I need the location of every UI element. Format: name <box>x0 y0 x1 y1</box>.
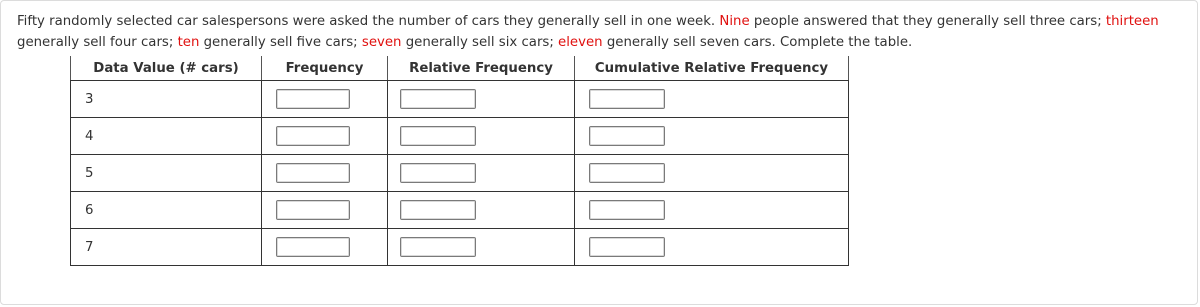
relative-frequency-input[interactable] <box>400 89 476 109</box>
problem-text-part-5: generally sell six cars; <box>401 35 559 50</box>
data-value-cell: 3 <box>71 81 262 118</box>
problem-text-part-1: Fifty randomly selected car salespersons were asked the number of cars they generally sell in one week. <box>17 14 720 29</box>
table-header-row <box>71 56 849 81</box>
table-row <box>71 192 849 229</box>
problem-text-part-4: generally sell five cars; <box>199 35 362 50</box>
number-ten: ten <box>177 35 200 50</box>
header-relative-frequency: Relative Frequency <box>388 56 575 81</box>
relative-frequency-input[interactable] <box>400 126 476 146</box>
problem-text-part-2: people answered that they generally sell three cars; <box>749 14 1106 29</box>
header-frequency: Frequency <box>262 56 388 81</box>
problem-text-part-6: generally sell seven cars. Complete the table. <box>602 35 913 50</box>
table-row <box>71 155 849 192</box>
frequency-input[interactable] <box>276 200 350 220</box>
number-seven: seven <box>361 35 402 50</box>
cumulative-relative-frequency-input[interactable] <box>589 163 665 183</box>
number-thirteen: thirteen <box>1105 14 1159 29</box>
table-row <box>71 229 849 266</box>
relative-frequency-input[interactable] <box>400 163 476 183</box>
frequency-table <box>70 56 849 266</box>
header-data-value: Data Value (# cars) <box>71 56 262 81</box>
data-value-cell: 7 <box>71 229 262 266</box>
cumulative-relative-frequency-input[interactable] <box>589 200 665 220</box>
cumulative-relative-frequency-input[interactable] <box>589 126 665 146</box>
number-eleven: eleven <box>558 35 603 50</box>
frequency-input[interactable] <box>276 163 350 183</box>
frequency-input[interactable] <box>276 126 350 146</box>
data-value-cell: 4 <box>71 118 262 155</box>
table-row <box>71 81 849 118</box>
cumulative-relative-frequency-input[interactable] <box>589 89 665 109</box>
relative-frequency-input[interactable] <box>400 237 476 257</box>
frequency-input[interactable] <box>276 89 350 109</box>
header-cumulative-relative-frequency: Cumulative Relative Frequency <box>575 56 849 81</box>
table-row <box>71 118 849 155</box>
number-nine: Nine <box>719 14 750 29</box>
problem-statement <box>17 11 1187 53</box>
problem-text-part-3: generally sell four cars; <box>17 35 178 50</box>
relative-frequency-input[interactable] <box>400 200 476 220</box>
data-value-cell: 6 <box>71 192 262 229</box>
cumulative-relative-frequency-input[interactable] <box>589 237 665 257</box>
data-value-cell: 5 <box>71 155 262 192</box>
frequency-input[interactable] <box>276 237 350 257</box>
